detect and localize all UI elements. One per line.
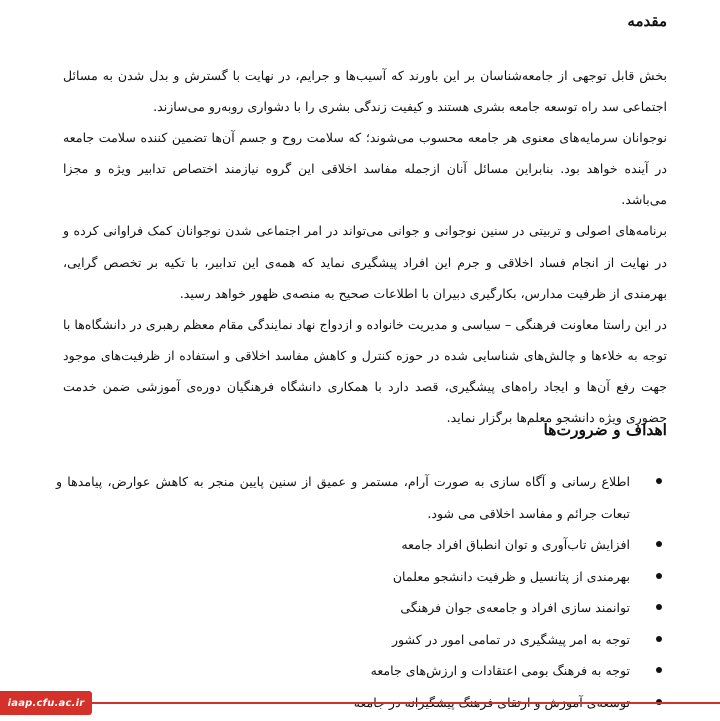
intro-body xyxy=(63,60,667,433)
paragraph: بخش قابل توجهی از جامعه‌شناسان بر این باورند که آسیب‌ها و جرایم، در نهایت با گسترش و بدل شدن به مسائل اجتماعی سد راه توسعه جامعه بشری هستند و کیفیت زندگی بشری را با دشواری روبه‌رو می‌سازند. xyxy=(63,68,667,115)
intro-heading: مقدمه xyxy=(627,12,667,30)
footer-divider xyxy=(92,702,720,704)
list-item-text: توجه به امر پیشگیری در تمامی امور در کشور xyxy=(391,631,630,647)
footer-site-badge[interactable] xyxy=(0,691,92,715)
bullet-icon xyxy=(656,573,662,579)
list-item-text: بهرمندی از پتانسیل و ظرفیت دانشجو معلمان xyxy=(392,568,630,584)
list-item xyxy=(56,624,667,656)
list-item-text: افزایش تاب‌آوری و توان انطباق افراد جامعه xyxy=(401,537,630,552)
list-item xyxy=(56,561,667,593)
paragraph: برنامه‌های اصولی و تربیتی در سنین نوجوانی و جوانی می‌تواند در امر اجتماعی شدن نوجوانان کمک فراوانی کرده و در نهایت از انجام فساد اخلاقی و جرم این افراد پیشگیری نماید که همه‌ی این تدابیر، با تکیه بر تخصص گرایی، بهرمندی از ظرفیت مدارس، بکارگیری دبیران با اطلاعات صحیح به منصه‌ی ظهور خواهد رسید. xyxy=(63,223,667,301)
list-item xyxy=(56,529,667,561)
paragraph: در این راستا معاونت فرهنگی – سیاسی و مدیریت خانواده و ازدواج نهاد نمایندگی مقام معظم رهبری در دانشگاه‌ها با توجه به خلاءها و چالش‌های شناسایی شده در حوزه کنترل و کاهش مفاسد اخلاقی و استفاده از ظرفیت‌های موجود جهت رفع آن‌ها و ایجاد راه‌های پیشگیری، قصد دارد با همکاری دانشگاه فرهنگیان دوره‌ی آموزشی ضمن خدمت حضوری ویژه دانشجو معلم‌ها برگزار نماید. xyxy=(63,316,667,426)
bullet-icon xyxy=(656,604,662,610)
footer-site-link[interactable]: iaap.cfu.ac.ir xyxy=(7,697,85,709)
list-item-text: توجه به فرهنگ بومی اعتقادات و ارزش‌های جامعه xyxy=(370,663,630,678)
list-item-text: اطلاع رسانی و آگاه سازی به صورت آرام، مستمر و عمیق از سنین پایین منجر به کاهش عوارض، پیامدها و تبعات جرائم و مفاسد اخلاقی می شود. xyxy=(56,474,630,521)
bullet-icon xyxy=(656,541,662,547)
list-item xyxy=(56,655,667,687)
bullet-icon xyxy=(656,478,662,484)
list-item xyxy=(56,466,667,529)
goals-list xyxy=(56,466,667,718)
list-item-text: توانمند سازی افراد و جامعه‌ی جوان فرهنگی xyxy=(400,600,630,615)
goals-heading: اهداف و ضرورت‌ها xyxy=(543,420,667,439)
bullet-icon xyxy=(656,667,662,673)
bullet-icon xyxy=(656,636,662,642)
paragraph: نوجوانان سرمایه‌های معنوی هر جامعه محسوب می‌شوند؛ که سلامت روح و جسم آن‌ها تضمین کننده سلامت جامعه در آینده خواهد بود. بنابراین مسائل آنان ازجمله مفاسد اخلاقی این گروه نیازمند اختصاص تدابیر ویژه و مجزا می‌باشد. xyxy=(63,130,667,208)
list-item xyxy=(56,592,667,624)
footer-bar xyxy=(0,691,720,715)
